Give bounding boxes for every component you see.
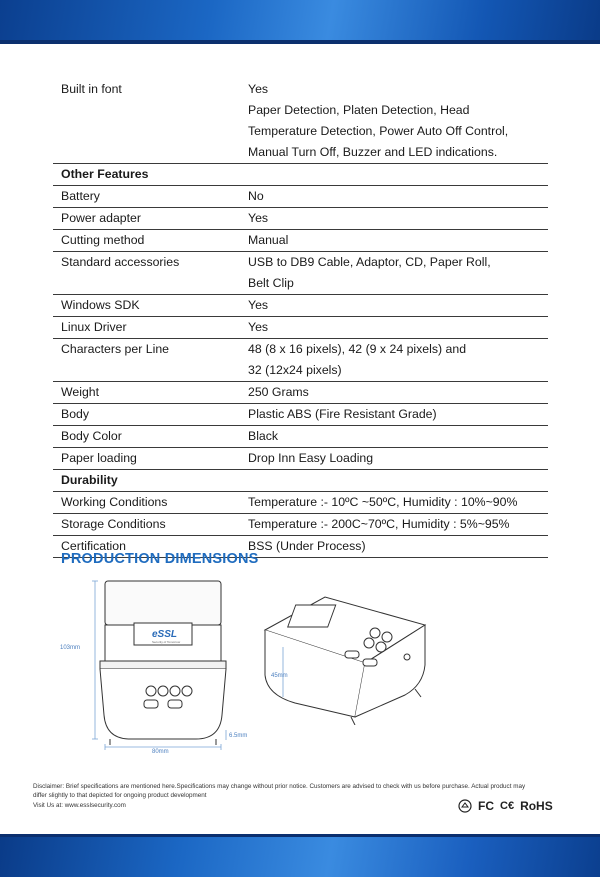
spec-value [240, 295, 548, 317]
spec-row [53, 230, 548, 252]
spec-value-line: Temperature Detection, Power Auto Off Control, [248, 124, 509, 138]
printer-front-view-drawing [60, 575, 260, 755]
spec-value-line: USB to DB9 Cable, Adaptor, CD, Paper Roll, [248, 255, 491, 269]
spec-value-line: Manual [248, 233, 289, 247]
spec-row [53, 79, 548, 100]
spec-key: Working Conditions [53, 492, 240, 514]
spec-key: Power adapter [53, 208, 240, 230]
spec-key: Body Color [53, 426, 240, 448]
spec-value [240, 382, 548, 404]
spec-row [53, 317, 548, 339]
spec-value [240, 536, 548, 558]
spec-key: Windows SDK [53, 295, 240, 317]
section-header-row [53, 164, 548, 186]
spec-value-line: Yes [248, 298, 269, 312]
spec-value [240, 252, 548, 295]
section-heading: Other Features [53, 164, 548, 186]
spec-key: Standard accessories [53, 252, 240, 295]
spec-value-line: No [248, 189, 264, 203]
spec-value-line: Yes [248, 211, 269, 225]
spec-value [240, 186, 548, 208]
spec-key: Body [53, 404, 240, 426]
disclaimer-line: Disclaimer: Brief specifications are mentioned here.Specifications may change without prior notice. Customers are advised to check with us before purchase. Actual product may [33, 783, 526, 790]
spec-key: Storage Conditions [53, 514, 240, 536]
spec-row [53, 426, 548, 448]
spec-value [240, 339, 548, 382]
spec-key: Characters per Line [53, 339, 240, 382]
spec-key: Linux Driver [53, 317, 240, 339]
spec-value-line: Manual Turn Off, Buzzer and LED indications. [248, 145, 498, 159]
spec-value-line: 250 Grams [248, 385, 309, 399]
spec-value-line: Temperature :- 200C~70ºC, Humidity : 5%~95% [248, 517, 510, 531]
width-label: 80mm [152, 749, 169, 755]
spec-value [240, 208, 548, 230]
spec-value [240, 426, 548, 448]
spec-value [240, 404, 548, 426]
spec-key: Weight [53, 382, 240, 404]
foot-height-label: 6.5mm [229, 733, 248, 739]
spec-key: Built in font [61, 82, 122, 96]
spec-key [53, 100, 240, 164]
spec-value-line: Paper Detection, Platen Detection, Head [248, 103, 470, 117]
spec-row [53, 382, 548, 404]
spec-value [240, 230, 548, 252]
dimensions-title: PRODUCTION DIMENSIONS [61, 551, 259, 567]
spec-value-line: Temperature :- 10ºC ~50ºC, Humidity : 10%~90% [248, 495, 518, 509]
essl-logo: eSSL [152, 629, 178, 640]
spec-value-line: Yes [248, 320, 269, 334]
spec-row [53, 252, 548, 295]
spec-row [53, 514, 548, 536]
top-banner [0, 0, 600, 44]
spec-row [53, 295, 548, 317]
spec-key: Battery [53, 186, 240, 208]
section-header-row [53, 470, 548, 492]
spec-row [53, 208, 548, 230]
spec-value [240, 317, 548, 339]
spec-row [53, 448, 548, 470]
spec-value [240, 100, 548, 164]
spec-value-line: Drop Inn Easy Loading [248, 451, 374, 465]
spec-value [240, 79, 548, 100]
section-heading: Durability [53, 470, 548, 492]
height-label: 103mm [60, 645, 81, 651]
recycle-icon [458, 799, 472, 813]
website-line: Visit Us at: www.esslsecurity.com [33, 801, 126, 809]
spec-key: Cutting method [53, 230, 240, 252]
spec-value [240, 448, 548, 470]
disclaimer-line: differ slightly to that depicted for ongoing product development [33, 792, 207, 800]
spec-row [53, 404, 548, 426]
spec-row [53, 339, 548, 382]
spec-value-line: 32 (12x24 pixels) [248, 363, 342, 377]
spec-value-line: 48 (8 x 16 pixels), 42 (9 x 24 pixels) and [248, 342, 467, 356]
rohs-mark: RoHS [520, 799, 553, 813]
spec-row [53, 100, 548, 164]
spec-value [240, 514, 548, 536]
spec-value-line: Belt Clip [248, 276, 294, 290]
spec-value-line: Black [248, 429, 279, 443]
spec-row [53, 186, 548, 208]
essl-logo-tagline: Security of Tomorrow [152, 640, 181, 644]
ce-mark: C€ [500, 800, 515, 812]
spec-key: Certification [53, 536, 240, 558]
spec-row [53, 492, 548, 514]
spec-value-line: Yes [248, 82, 269, 96]
fcc-mark: FC [478, 799, 494, 813]
spec-key: Paper loading [53, 448, 240, 470]
certification-logos [458, 799, 553, 813]
specification-table [53, 79, 548, 558]
spec-value [240, 492, 548, 514]
side-height-label: 45mm [271, 673, 288, 679]
printer-perspective-view-drawing [255, 585, 445, 725]
spec-value-line: BSS (Under Process) [248, 539, 366, 553]
spec-value-line: Plastic ABS (Fire Resistant Grade) [248, 407, 437, 421]
bottom-banner [0, 834, 600, 877]
